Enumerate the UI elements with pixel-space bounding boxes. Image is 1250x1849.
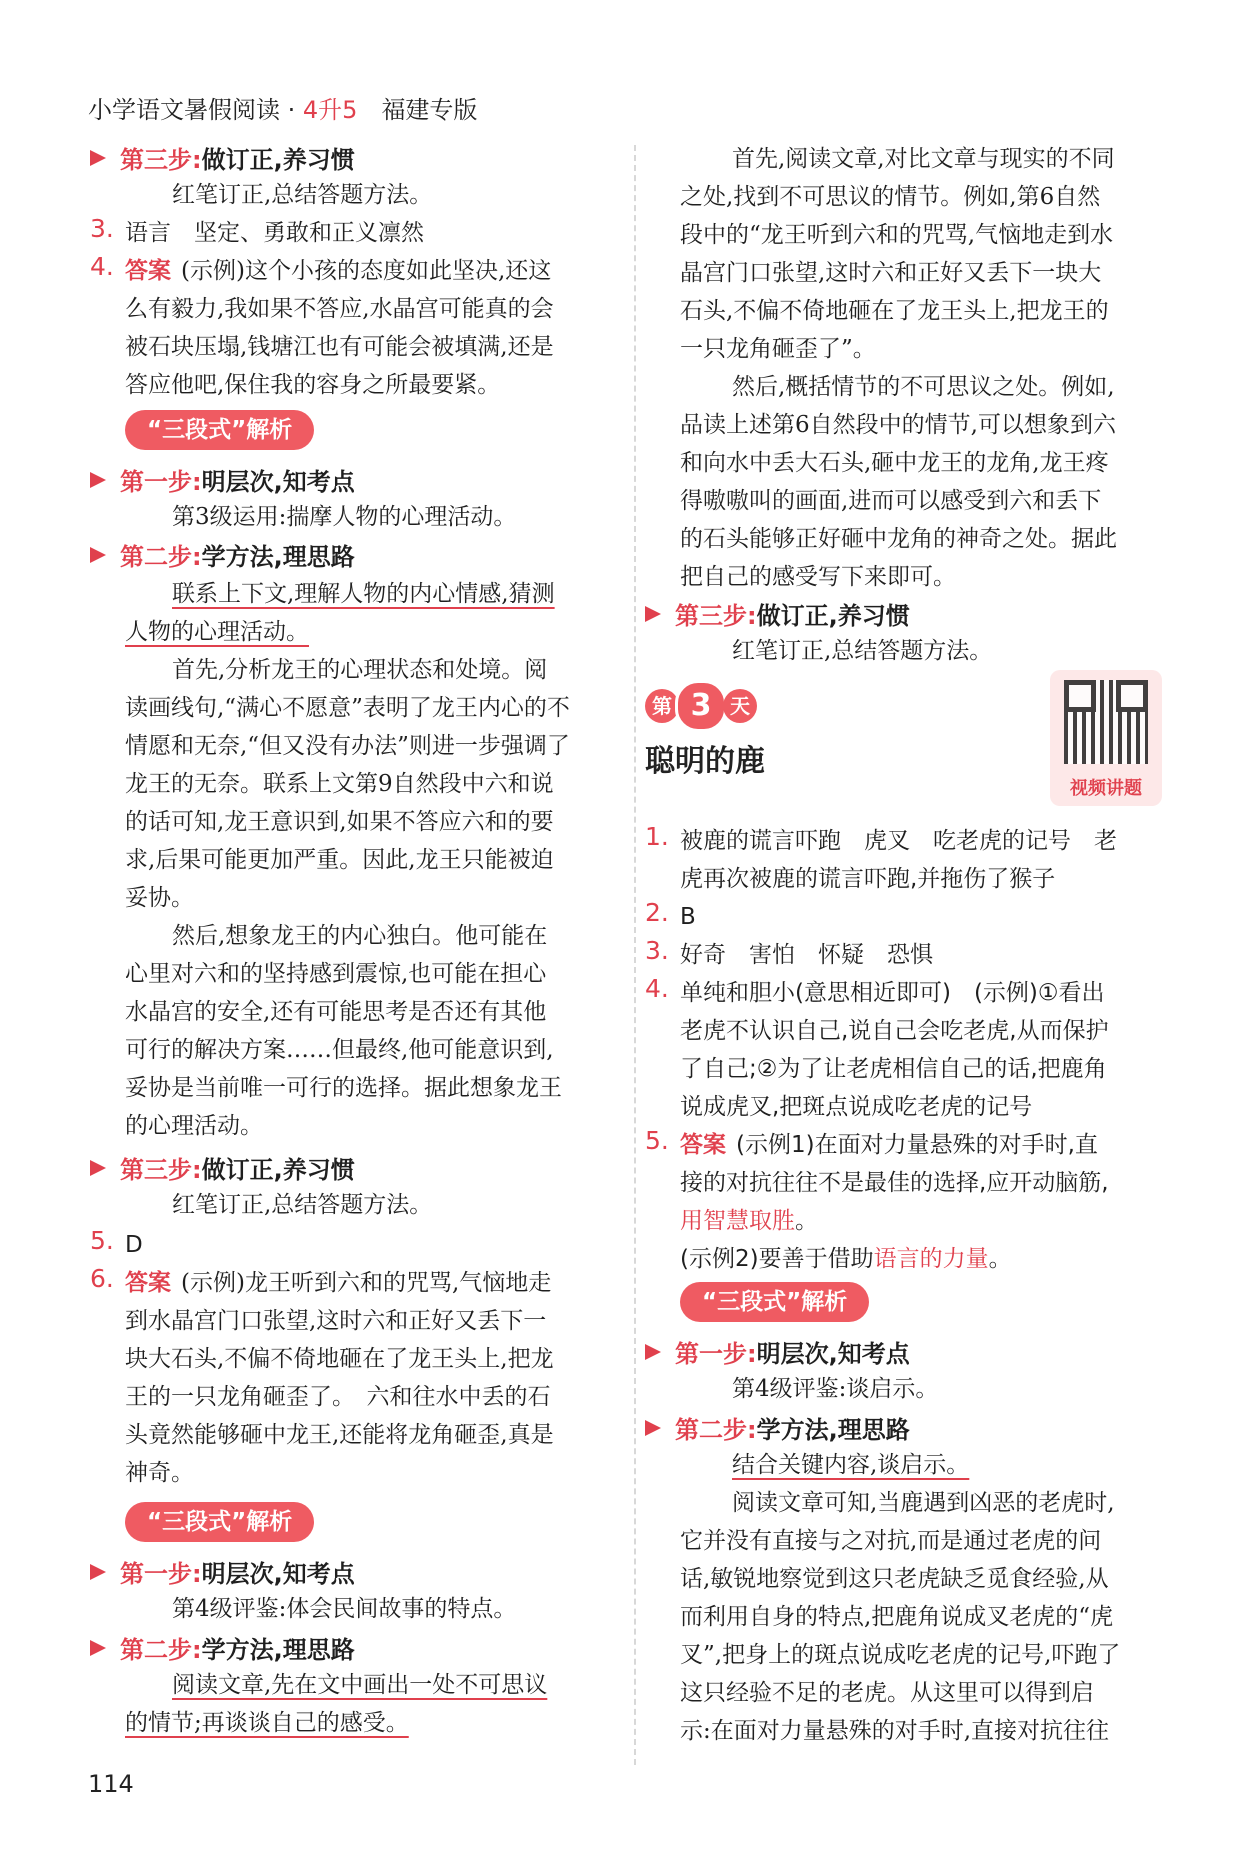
step1-body: 第3级运用:揣摩人物的心理活动。 (172, 504, 517, 530)
step1-heading: 第一步: 明层次,知考点 (645, 1334, 910, 1369)
para-line: 阅读文章可知,当鹿遇到凶恶的老虎时, (732, 1490, 1115, 1516)
step3-body: 红笔订正,总结答题方法。 (172, 1192, 433, 1218)
q6-line-5: 头竟然能够砸中龙王,还能将龙角砸歪,真是 (125, 1422, 554, 1448)
page-number: 114 (88, 1770, 134, 1798)
step3-heading: 第三步: 做订正,养习惯 (645, 596, 910, 631)
arrow-icon (90, 1564, 106, 1580)
q6-line-3: 块大石头,不偏不倚地砸在了龙王头上,把龙 (125, 1346, 554, 1372)
para-line: 首先,分析龙王的心理状态和处境。阅 (172, 657, 548, 683)
edition-label: 福建专版 (381, 96, 478, 124)
para-line: 的话可知,龙王意识到,如果不答应六和的要 (125, 809, 554, 835)
q3-answer: 语言 坚定、勇敢和正义凛然 (125, 220, 424, 246)
step2-body-line-1: 阅读文章,先在文中画出一处不可思议 (172, 1672, 548, 1698)
q5-number: 5. (645, 1126, 669, 1155)
para-line: 的心理活动。 (125, 1113, 263, 1139)
day-marker: 第 3 天 (645, 680, 757, 732)
step2-heading: 第二步: 学方法,理思路 (90, 537, 355, 572)
step1-body: 第4级评鉴:体会民间故事的特点。 (172, 1596, 517, 1622)
lesson-title: 聪明的鹿 (645, 744, 765, 779)
step2-heading: 第二步: 学方法,理思路 (90, 1630, 355, 1665)
arrow-icon (645, 1344, 661, 1360)
para-line: 然后,概括情节的不可思议之处。例如, (732, 374, 1115, 400)
para-line: 它并没有直接与之对抗,而是通过老虎的问 (680, 1528, 1102, 1554)
step2-body-line-2: 的情节;再谈谈自己的感受。 (125, 1710, 409, 1736)
para-line: 心里对六和的坚持感到震惊,也可能在担心 (125, 961, 547, 987)
arrow-icon (645, 606, 661, 622)
step1-heading: 第一步: 明层次,知考点 (90, 1554, 355, 1589)
para-line: 妥协。 (125, 885, 194, 911)
q4-line-1: 单纯和胆小(意思相近即可) (示例)①看出 (680, 980, 1105, 1006)
q6-line-1: 答案 (示例)龙王听到六和的咒骂,气恼地走 (125, 1270, 552, 1296)
step3-body: 红笔订正,总结答题方法。 (732, 638, 993, 664)
q3-answer: 好奇 害怕 怀疑 恐惧 (680, 942, 933, 968)
para-line: 品读上述第6自然段中的情节,可以想象到六 (680, 412, 1116, 438)
para-line: 的石头能够正好砸中龙角的神奇之处。据此 (680, 526, 1117, 552)
step2-body-line-2: 人物的心理活动。 (125, 619, 309, 645)
q6-line-4: 王的一只龙角砸歪了。 六和往水中丢的石 (125, 1384, 551, 1410)
q4-line-2: 么有毅力,我如果不答应,水晶宫可能真的会 (125, 296, 554, 322)
q5-line-3: 用智慧取胜。 (680, 1208, 818, 1234)
para-line: 石头,不偏不倚地砸在了龙王头上,把龙王的 (680, 298, 1109, 324)
para-line: 读画线句,“满心不愿意”表明了龙王内心的不 (125, 695, 570, 721)
q3-number: 3. (645, 936, 669, 965)
q5-number: 5. (90, 1226, 114, 1255)
qr-caption[interactable]: 视频讲题 (1070, 778, 1142, 799)
arrow-icon (90, 1160, 106, 1176)
q6-line-6: 神奇。 (125, 1460, 194, 1486)
step2-heading: 第二步: 学方法,理思路 (645, 1410, 910, 1445)
para-line: 示:在面对力量悬殊的对手时,直接对抗往往 (680, 1718, 1110, 1744)
para-line: 叉”,把身上的斑点说成吃老虎的记号,吓跑了 (680, 1642, 1121, 1668)
q1-line-2: 虎再次被鹿的谎言吓跑,并拖伤了猴子 (680, 866, 1056, 892)
q4-line-4: 说成虎叉,把斑点说成吃老虎的记号 (680, 1094, 1033, 1120)
arrow-icon (90, 547, 106, 563)
para-line: 可行的解决方案……但最终,他可能意识到, (125, 1037, 554, 1063)
para-line: 把自己的感受写下来即可。 (680, 564, 956, 590)
para-line: 和向水中丢大石头,砸中龙王的龙角,龙王疼 (680, 450, 1109, 476)
q5-line-1: 答案 (示例1)在面对力量悬殊的对手时,直 (680, 1132, 1098, 1158)
book-title: 小学语文暑假阅读 · (88, 96, 303, 124)
column-divider (634, 145, 636, 1765)
analysis-badge: “三段式”解析 (680, 1282, 869, 1322)
q4-line-1: 答案 (示例)这个小孩的态度如此坚决,还这 (125, 258, 552, 284)
q4-line-4: 答应他吧,保住我的容身之所最要紧。 (125, 372, 501, 398)
page-header (88, 90, 477, 125)
para-line: 情愿和无奈,“但又没有办法”则进一步强调了 (125, 733, 570, 759)
para-line: 水晶宫的安全,还有可能思考是否还有其他 (125, 999, 547, 1025)
arrow-icon (645, 1420, 661, 1436)
step2-body: 结合关键内容,谈启示。 (732, 1452, 970, 1478)
para-line: 而利用自身的特点,把鹿角说成叉老虎的“虎 (680, 1604, 1114, 1630)
arrow-icon (90, 1640, 106, 1656)
para-line: 段中的“龙王听到六和的咒骂,气恼地走到水 (680, 222, 1114, 248)
step1-heading: 第一步: 明层次,知考点 (90, 462, 355, 497)
grade-label: 4升5 (302, 96, 358, 124)
q4-number: 4. (645, 974, 669, 1003)
q6-number: 6. (90, 1264, 114, 1293)
para-line: 龙王的无奈。联系上文第9自然段中六和说 (125, 771, 554, 797)
step2-body-line-1: 联系上下文,理解人物的内心情感,猜测 (172, 581, 555, 607)
q6-line-2: 到水晶宫门口张望,这时六和正好又丢下一 (125, 1308, 547, 1334)
q4-line-2: 老虎不认识自己,说自己会吃老虎,从而保护 (680, 1018, 1109, 1044)
analysis-badge: “三段式”解析 (125, 1502, 314, 1542)
q5-answer: D (125, 1232, 143, 1258)
q4-line-3: 了自己;②为了让老虎相信自己的话,把鹿角 (680, 1056, 1107, 1082)
arrow-icon (90, 150, 106, 166)
q1-line-1: 被鹿的谎言吓跑 虎叉 吃老虎的记号 老 (680, 828, 1117, 854)
q4-number: 4. (90, 252, 114, 281)
q3-number: 3. (90, 214, 114, 243)
step3-heading: 第三步: 做订正,养习惯 (90, 140, 355, 175)
step3-heading: 第三步: 做订正,养习惯 (90, 1150, 355, 1185)
para-line: 一只龙角砸歪了”。 (680, 336, 876, 362)
para-line: 首先,阅读文章,对比文章与现实的不同 (732, 146, 1115, 172)
para-line: 求,后果可能更加严重。因此,龙王只能被迫 (125, 847, 554, 873)
q2-number: 2. (645, 898, 669, 927)
qr-code-icon[interactable] (1064, 680, 1148, 764)
q5-line-2: 接的对抗往往不是最佳的选择,应开动脑筋, (680, 1170, 1109, 1196)
q5-line-4: (示例2)要善于借助语言的力量。 (680, 1246, 1012, 1272)
video-qr-card[interactable] (1050, 670, 1162, 806)
para-line: 话,敏锐地察觉到这只老虎缺乏觅食经验,从 (680, 1566, 1109, 1592)
para-line: 之处,找到不可思议的情节。例如,第6自然 (680, 184, 1101, 210)
para-line: 这只经验不足的老虎。从这里可以得到启 (680, 1680, 1094, 1706)
arrow-icon (90, 472, 106, 488)
step3-body: 红笔订正,总结答题方法。 (172, 182, 433, 208)
q4-line-3: 被石块压塌,钱塘江也有可能会被填满,还是 (125, 334, 554, 360)
para-line: 晶宫门口张望,这时六和正好又丢下一块大 (680, 260, 1102, 286)
para-line: 妥协是当前唯一可行的选择。据此想象龙王 (125, 1075, 562, 1101)
step1-body: 第4级评鉴:谈启示。 (732, 1376, 939, 1402)
q1-number: 1. (645, 822, 669, 851)
para-line: 然后,想象龙王的内心独白。他可能在 (172, 923, 548, 949)
q2-answer: B (680, 904, 696, 930)
para-line: 得嗷嗷叫的画面,进而可以感受到六和丢下 (680, 488, 1102, 514)
analysis-badge: “三段式”解析 (125, 410, 314, 450)
